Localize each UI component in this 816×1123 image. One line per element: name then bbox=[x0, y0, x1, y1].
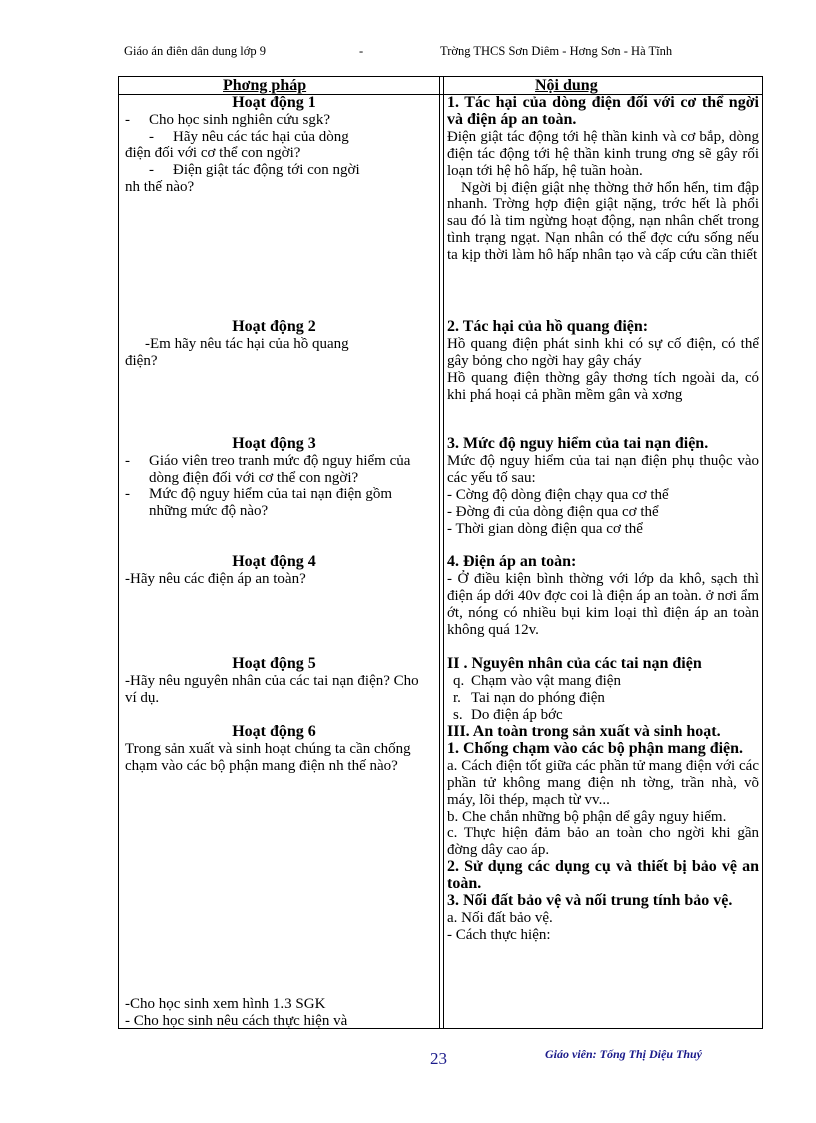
section-2-title: 2. Tác hại của hồ quang điện: bbox=[447, 318, 649, 335]
paragraph: c. Thực hiện đảm bảo an toàn cho ngời khi gần đờng dây cao áp. bbox=[447, 825, 759, 859]
list-item-text: Mức độ nguy hiểm của tai nạn điện gồm những mức độ nào? bbox=[149, 486, 393, 520]
paragraph: - Cách thực hiện: bbox=[447, 926, 551, 943]
activity-2-text: -Em hãy nêu tác hại của hồ quang bbox=[145, 335, 349, 352]
list-item: - Giáo viên treo tranh mức độ nguy hiểm của dòng điện đối với cơ thể con ngời? bbox=[125, 452, 411, 486]
method-column-header: Phơng pháp bbox=[223, 77, 307, 94]
list-item-text: Do điện áp bớc bbox=[471, 706, 563, 723]
section-II-title: II . Nguyên nhân của các tai nạn điện bbox=[447, 655, 702, 672]
activity-6 bbox=[125, 724, 423, 774]
list-marker: r. bbox=[453, 689, 461, 706]
paragraph: a. Cách điện tốt giữa các phần tử mang điện với các phần tử không mang điện nh tờng, trần nhà, võ máy, lõi thép, mạch từ vv... bbox=[447, 757, 759, 808]
list-item-text: Điện giật tác động tới con ngời bbox=[173, 162, 360, 179]
list-marker: q. bbox=[453, 672, 465, 689]
list-item: - Thời gian dòng điện qua cơ thể bbox=[447, 520, 643, 537]
section-II bbox=[447, 656, 759, 724]
activity-3 bbox=[125, 436, 423, 520]
section-1-title: 1. Tác hại của dòng điện đối với cơ thể ngời và điện áp an toàn. bbox=[447, 94, 759, 128]
section-4-title: 4. Điện áp an toàn: bbox=[447, 553, 577, 570]
list-item-text: Chạm vào vật mang điện bbox=[471, 672, 621, 689]
list-item bbox=[447, 707, 759, 724]
list-item bbox=[447, 673, 759, 690]
subsection-1-title: 1. Chống chạm vào các bộ phận mang điện. bbox=[447, 739, 744, 757]
page-number: 23 bbox=[430, 1049, 447, 1068]
activity-5-text: -Hãy nêu nguyên nhân của các tai nạn điện? Cho ví dụ. bbox=[125, 672, 419, 706]
paragraph: - Ở điều kiện bình thờng với lớp da khô, sạch thì điện áp dới 40v đợc coi là điện áp an toàn. ở nơi ẩm ớt, nóng có nhiều bụi kim loại thì điện áp an toàn không quá 12v. bbox=[447, 570, 759, 638]
activity-6-closing bbox=[125, 996, 423, 1030]
paragraph: a. Nối đất bảo vệ. bbox=[447, 909, 553, 926]
activity-4-text: -Hãy nêu các điện áp an toàn? bbox=[125, 570, 306, 587]
section-1 bbox=[447, 95, 759, 264]
subsection-2-title: 2. Sử dụng các dụng cụ và thiết bị bảo vệ an toàn. bbox=[447, 858, 759, 893]
activity-5 bbox=[125, 656, 423, 706]
teacher-signature: Giáo viên: Tống Thị Diệu Thuý bbox=[545, 1047, 703, 1061]
list-item: - Điện giật tác động tới con ngời bbox=[149, 162, 360, 179]
paragraph: Ngời bị điện giật nhẹ thờng thở hổn hển, tim đập nhanh. Trờng hợp điện giật nặng, trớc hết là phổi sau đó là tim ngừng hoạt động, nạn nhân chết trong tình trạng ngạt. Nạn nhân có thể đợc cứu sống nếu ta kịp thời làm hô hấp nhân tạo và cấp cứu cần thiết bbox=[447, 179, 759, 264]
page-header bbox=[124, 44, 764, 62]
list-item-text: Tai nạn do phóng điện bbox=[471, 689, 605, 706]
column-divider-inner bbox=[443, 77, 444, 1028]
paragraph: Mức độ nguy hiểm của tai nạn điện phụ thuộc vào các yếu tố sau: bbox=[447, 452, 759, 486]
section-4 bbox=[447, 554, 759, 639]
activity-2 bbox=[125, 319, 423, 369]
column-divider bbox=[439, 77, 440, 1028]
section-2 bbox=[447, 319, 759, 404]
list-item-text: Giáo viên treo tranh mức độ nguy hiểm của dòng điện đối với cơ thể con ngời? bbox=[149, 452, 411, 486]
list-item bbox=[447, 690, 759, 707]
list-item: - Cờng độ dòng điện chạy qua cơ thể bbox=[447, 486, 669, 503]
closing-text-2: - Cho học sinh nêu cách thực hiện và bbox=[125, 1012, 348, 1029]
closing-text-1: -Cho học sinh xem hình 1.3 SGK bbox=[125, 996, 326, 1012]
activity-4 bbox=[125, 554, 423, 588]
activity-6-title: Hoạt động 6 bbox=[232, 723, 316, 740]
list-item-text: Cho học sinh nghiên cứu sgk? bbox=[149, 111, 331, 128]
activity-2-title: Hoạt động 2 bbox=[232, 318, 316, 335]
section-III-title: III. An toàn trong sản xuất và sinh hoạt. bbox=[447, 723, 721, 740]
paragraph: Điện giật tác động tới hệ thần kinh và cơ bắp, dòng điện tác động tới hệ thần kinh trung ơng sẽ gây rối loạn tới hệ hô hấp, hệ tuần hoàn. bbox=[447, 128, 759, 179]
paragraph: Hồ quang điện thờng gây thơng tích ngoài da, có khi phá hoại cả phần mềm gân và xơng bbox=[447, 369, 759, 403]
list-item: - Đờng đi của dòng điện qua cơ thể bbox=[447, 503, 659, 520]
paragraph: Hồ quang điện phát sinh khi có sự cố điện, có thể gây bỏng cho ngời hay gây cháy bbox=[447, 335, 759, 369]
activity-1-title: Hoạt động 1 bbox=[232, 94, 316, 111]
activity-2-text-cont: điện? bbox=[125, 352, 158, 369]
list-item-continuation: nh thế nào? bbox=[125, 178, 195, 195]
content-column-header: Nội dung bbox=[535, 77, 598, 94]
section-3 bbox=[447, 436, 759, 537]
activity-5-title: Hoạt động 5 bbox=[232, 655, 316, 672]
header-subject: Giáo án điên dân dung lớp 9 bbox=[124, 44, 266, 58]
activity-3-title: Hoạt động 3 bbox=[232, 435, 316, 452]
section-III bbox=[447, 724, 759, 944]
list-marker: s. bbox=[453, 706, 463, 723]
lesson-table bbox=[118, 76, 763, 1029]
header-separator: - bbox=[359, 44, 364, 58]
paragraph: b. Che chắn những bộ phận dể gây nguy hiểm. bbox=[447, 808, 727, 825]
list-item-continuation: điện đối với cơ thể con ngời? bbox=[125, 145, 301, 162]
list-item: - Cho học sinh nghiên cứu sgk? bbox=[125, 111, 331, 128]
list-item: - Mức độ nguy hiểm của tai nạn điện gồm những mức độ nào? bbox=[125, 486, 393, 520]
section-3-title: 3. Mức độ nguy hiểm của tai nạn điện. bbox=[447, 435, 709, 452]
subsection-3-title: 3. Nối đất bảo vệ và nối trung tính bảo vệ. bbox=[447, 892, 733, 910]
activity-1 bbox=[125, 95, 423, 196]
list-item: - Hãy nêu các tác hại của dòng bbox=[149, 128, 349, 145]
list-item-text: Hãy nêu các tác hại của dòng bbox=[173, 128, 349, 145]
activity-4-title: Hoạt động 4 bbox=[232, 553, 316, 570]
header-school: Trờng THCS Sơn Diêm - Hơng Sơn - Hà Tĩnh bbox=[440, 44, 673, 58]
activity-6-text: Trong sản xuất và sinh hoạt chúng ta cần chống chạm vào các bộ phận mang điện nh thế nào? bbox=[125, 740, 411, 774]
table-header-row bbox=[119, 77, 762, 95]
